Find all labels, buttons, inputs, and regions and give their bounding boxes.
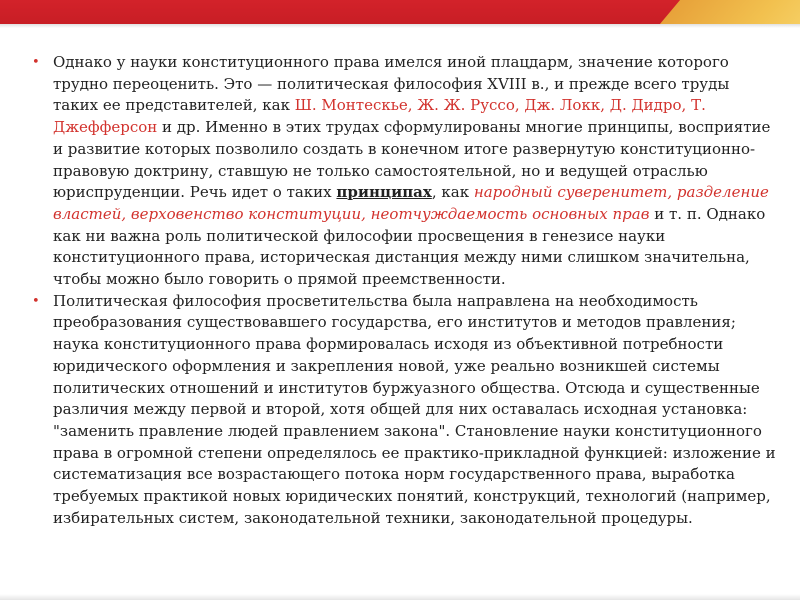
philosophers-names: Ш. Монтескье, Ж. Ж. Руссо, Дж. Локк, Д. Дидро, Т. Джефферсон bbox=[53, 96, 706, 137]
top-gold-accent bbox=[660, 0, 800, 24]
top-decoration-band bbox=[0, 0, 800, 24]
top-shadow bbox=[0, 24, 800, 28]
slide-content bbox=[32, 52, 778, 529]
p2-text: Политическая философия просветительства была направлена на необходимость преобразования существовавшего государства, его институтов и методов правления; наука конституционного права формировалась исходя из объективной потребности юридического оформления и закрепления новой, уже реально возникшей системы политических отношений и институтов буржуазного общества. Отсюда и существенные различия между первой и второй, хотя общей для них оставалась исходная установка: "заменить правление людей правлением закона". Становление науки конституционного права в огромной степени определялось ее практико-прикладной функцией: изложение и систематизация все возрастающего потока норм государственного права, выработка требуемых практикой новых юридических понятий, конструкций, технологий (например, избирательных систем, законодательной техники, законодательной процедуры. bbox=[53, 291, 776, 527]
bullet-icon: • bbox=[32, 293, 40, 309]
p1-text-1: Однако у науки конституционного права имелся иной плацдарм, значение которого трудно переоценить. Это — политическая философия XVIII в., и прежде всего труды таких ее представителей, как bbox=[53, 53, 730, 115]
principles-link[interactable]: принципах bbox=[336, 183, 432, 202]
p1-text-2: и др. Именно в этих трудах сформулированы многие принципы, восприятие и развитие которых позволило создать в конечном итоге развернутую конституционно-правовую доктрину, ставшую не только самостоятельной, но и ведущей отраслью юриспруденции. Речь идет о таких bbox=[53, 118, 771, 202]
paragraph-2 bbox=[32, 291, 778, 530]
principles-list: народный суверенитет, разделение властей, верховенство конституции, неотчуждаемость основных прав bbox=[53, 183, 769, 223]
p1-text-4: и т. п. Однако как ни важна роль политической философии просвещения в генезисе науки конституционного права, историческая дистанция между ними слишком значительна, чтобы можно было говорить о прямой преемственности. bbox=[53, 204, 766, 289]
paragraph-1 bbox=[32, 52, 778, 291]
p1-text-3: , как bbox=[431, 183, 474, 202]
bottom-shadow bbox=[0, 594, 800, 600]
bullet-icon: • bbox=[32, 55, 40, 70]
